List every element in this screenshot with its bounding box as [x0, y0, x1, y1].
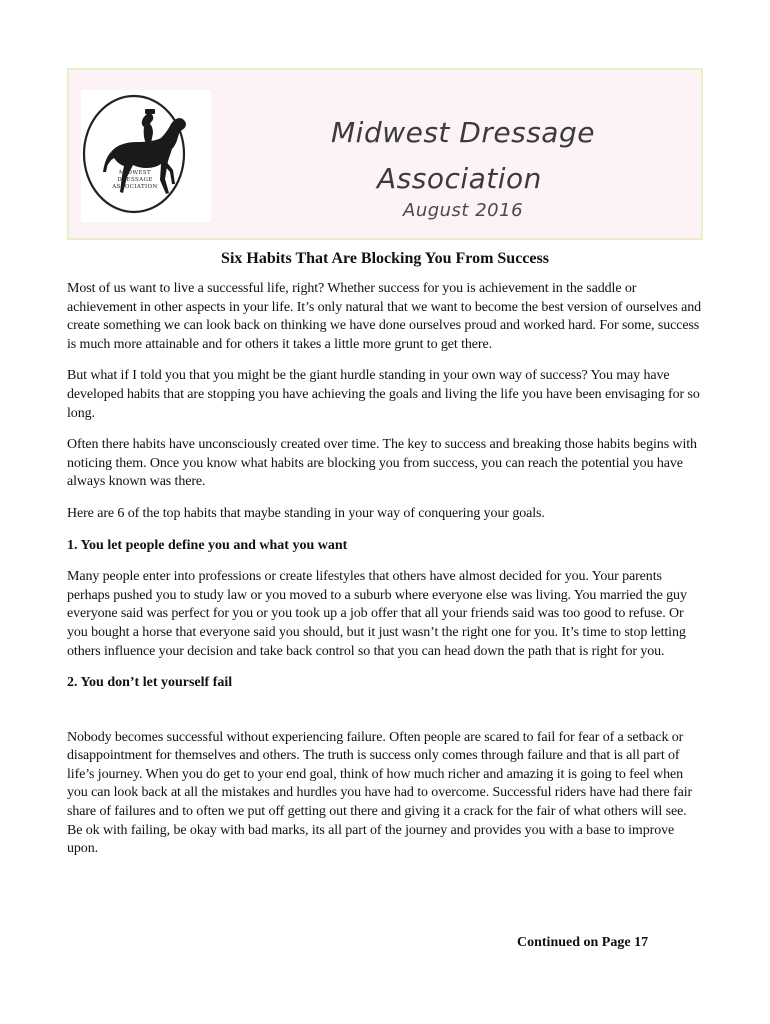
paragraph: Often there habits have unconsciously created over time. The key to success and breaking those habits begins with noticing them. Once you know what habits are blocking you from success, you can reach the potential you have always known was there. — [67, 437, 697, 490]
article-headline: Six Habits That Are Blocking You From Success — [221, 250, 549, 267]
issue-date: August 2016 — [403, 200, 524, 221]
logo-text: MIDWEST DRESSAGE ASSOCIATION — [112, 170, 158, 190]
spacer — [67, 706, 703, 729]
habit-2-paragraph: Nobody becomes successful without experiencing failure. Often people are scared to fail for fear of a setback or disappointment for themselves and others. The truth is success only comes through failure and that is all part of life’s journey. When you do get to your end goal, think of how much richer and amazing it is going to feel when you can look back at all the mistakes and hurdles you have had to overcome. Successful riders have had there fair share of failures and to often we put off getting out there and giving it a crack for the fair of what others will see. Be ok with failing, be okay with bad marks, its all part of the journey and provides you with a base to improve upon. — [67, 729, 693, 857]
habit-2-heading: 2. You don’t let yourself fail — [67, 675, 233, 691]
horse-rider-emblem-icon — [81, 90, 211, 222]
association-logo — [81, 90, 211, 222]
habit-1-heading: 1. You let people define you and what you want — [67, 537, 348, 553]
newsletter-title: Midwest Dressage — [331, 116, 595, 149]
paragraph: Here are 6 of the top habits that maybe standing in your way of conquering your goals. — [67, 505, 545, 521]
article — [67, 248, 703, 872]
newsletter-header — [67, 68, 703, 240]
newsletter-title-line2: Association — [377, 162, 542, 195]
paragraph: Most of us want to live a successful life, right? Whether success for you is achievement in the saddle or achievement in other aspects in your life. It’s only natural that we want to become the best version of ourselves and create something we can look back on thinking we have done ourselves proud and worked hard. For some, success is much more attainable and for others it takes a little more grunt to get there. — [67, 281, 702, 352]
paragraph: But what if I told you that you might be the giant hurdle standing in your own way of success? You may have developed habits that are stopping you have achieving the goals and living the life you have been envisaging for so long. — [67, 368, 700, 421]
habit-1-paragraph: Many people enter into professions or create lifestyles that others have almost decided for you. Your parents perhaps pushed you to study law or you moved to a suburb where everyone else was living. You married the guy everyone said was perfect for you or you took up a job offer that all your friends said was too good to refuse. Or you bought a horse that everyone said you should, but it just wasn’t the right one for you. It’s time to stop letting others influence your decision and take back control so that you can head down the path that is right for you. — [67, 569, 687, 659]
continued-link: Continued on Page 17 — [517, 935, 649, 950]
